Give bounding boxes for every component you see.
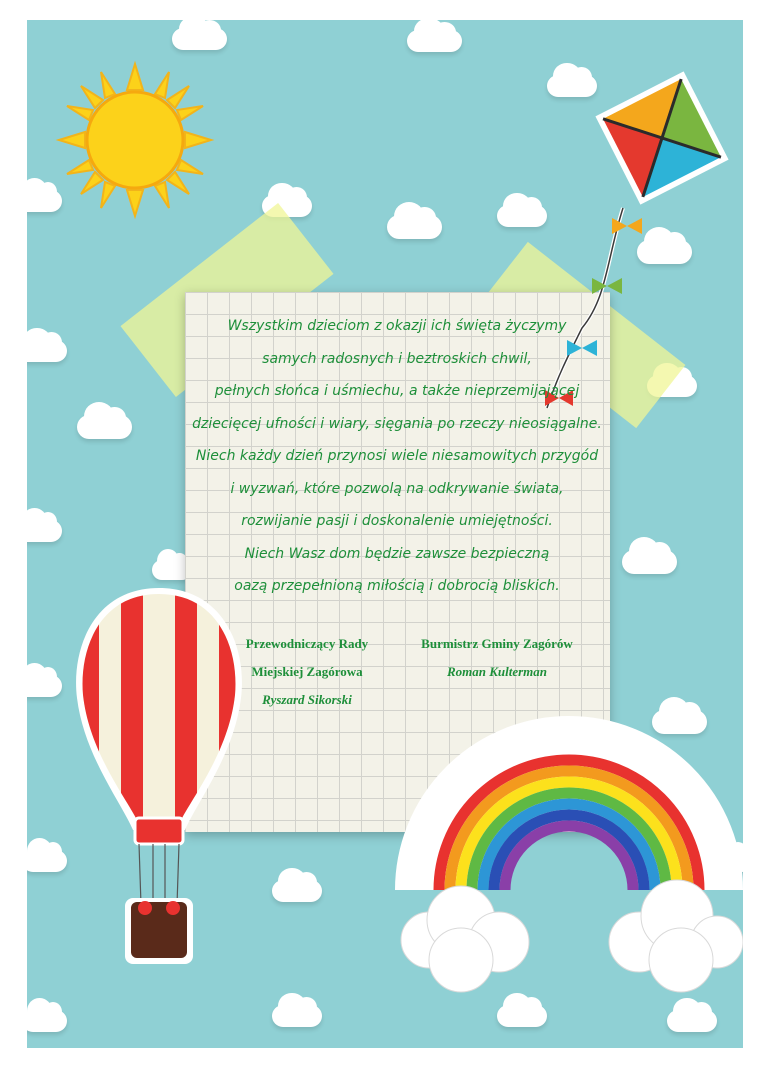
greeting-text bbox=[167, 310, 627, 603]
greeting-line: Wszystkim dzieciom z okazji ich święta życzymy bbox=[227, 318, 567, 334]
signature-name: Roman Kulterman bbox=[446, 664, 548, 679]
cloud-icon bbox=[27, 340, 67, 362]
cloud-icon bbox=[27, 1010, 67, 1032]
greeting-line: dziecięcej ufności i wiary, sięgania po rzeczy nieosiągalne. bbox=[192, 415, 602, 432]
signature-mayor bbox=[402, 630, 592, 686]
greeting-line: pełnych słońca i uśmiechu, a także nieprzemijającej bbox=[214, 383, 580, 399]
greeting-line: samych radosnych i beztroskich chwil, bbox=[262, 350, 532, 367]
cloud-icon bbox=[27, 520, 62, 542]
cloud-icon bbox=[387, 215, 442, 239]
cloud-icon bbox=[27, 675, 62, 697]
cloud-icon bbox=[77, 415, 132, 439]
signature-title: Burmistrz Gminy Zagórów bbox=[421, 636, 573, 651]
greeting-line: Niech każdy dzień przynosi wiele niesamowitych przygód bbox=[195, 448, 599, 464]
rainbow-icon bbox=[399, 720, 739, 1010]
cloud-icon bbox=[622, 550, 677, 574]
greeting-card bbox=[27, 20, 743, 1048]
signature-name: Ryszard Sikorski bbox=[262, 692, 352, 707]
cloud-icon bbox=[667, 1010, 717, 1032]
greeting-line: i wyzwań, które pozwolą na odkrywanie świata, bbox=[230, 480, 564, 497]
signature-title: Miejskiej Zagórowa bbox=[251, 664, 363, 679]
greeting-line: rozwijanie pasji i doskonalenie umiejętności. bbox=[241, 513, 553, 529]
cloud-icon bbox=[407, 30, 462, 52]
hot-air-balloon-icon bbox=[69, 580, 249, 980]
cloud-icon bbox=[272, 1005, 322, 1027]
greeting-line: Niech Wasz dom będzie zawsze bezpieczną bbox=[244, 545, 550, 562]
cloud-icon bbox=[27, 850, 67, 872]
cloud-icon bbox=[272, 880, 322, 902]
greeting-line: oazą przepełnioną miłością i dobrocią bliskich. bbox=[234, 578, 560, 594]
sun-icon bbox=[55, 60, 215, 220]
signature-title: Przewodniczący Rady bbox=[245, 636, 369, 651]
cloud-icon bbox=[172, 28, 227, 50]
